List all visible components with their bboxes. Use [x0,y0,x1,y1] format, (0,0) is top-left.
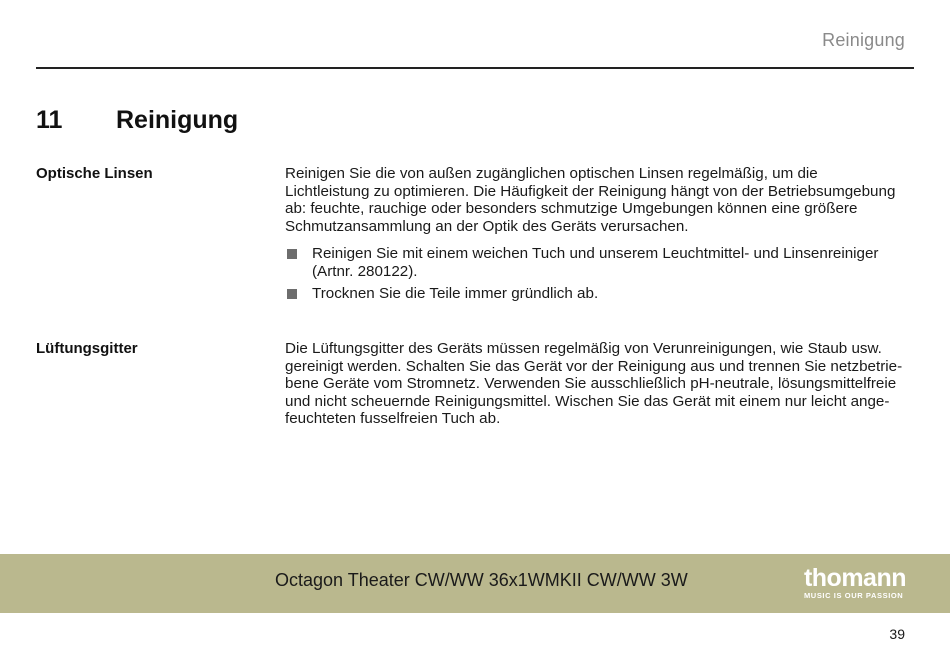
bullet-text: Trocknen Sie die Teile immer gründlich ab. [312,284,599,302]
section-body-lueftungsgitter [285,340,905,428]
chapter-title: Reinigung [116,106,239,134]
bullet-list [285,245,905,302]
footer-band [0,554,950,613]
section-paragraph: Die Lüftungsgitter des Geräts müssen regelmäßig von Verunreinigungen, wie Staub usw. gereinigt werden. Schalten Sie das Gerät vor der Reinigung aus und trennen Sie netzbetriebene Geräte vom Stromnetz. Verwenden Sie ausschließlich pH-neutrale, lösungsmittelfreie und nicht scheuernde Reinigungsmittel. Wischen Sie das Gerät mit einem nur leicht angefeuchteten fusselfreien Tuch ab. [285,340,903,428]
section-label-lueftungsgitter: Lüftungsgitter [36,340,138,357]
section-label-optische-linsen: Optische Linsen [36,165,153,182]
list-item [285,285,905,303]
page-number: 39 [889,626,905,642]
logo-tagline: MUSIC IS OUR PASSION [803,591,904,600]
thomann-logo [804,566,906,600]
square-bullet-icon [287,249,297,259]
running-header: Reinigung [822,30,905,50]
logo-wordmark: thomann [803,564,906,592]
bullet-text: Reinigen Sie mit einem weichen Tuch und unserem Leuchtmittel- und Linsenreiniger (Artnr. 280122). [312,245,879,280]
chapter-number: 11 [36,106,63,134]
section-body-optische-linsen [285,165,905,306]
list-item [285,245,905,280]
header-divider [36,67,914,69]
square-bullet-icon [287,289,297,299]
product-title: Octagon Theater CW/WW 36x1WMKII CW/WW 3W [275,570,688,590]
section-paragraph: Reinigen Sie die von außen zugänglichen optischen Linsen regelmäßig, um die Lichtleistung zu optimieren. Die Häufigkeit der Reinigung hängt von der Betriebsumgebung ab: feuchte, rauchige oder besonders schmutzige Umgebungen können eine größere Schmutzansammlung an der Optik des Geräts verursachen. [285,165,896,235]
chapter-heading [36,106,238,135]
